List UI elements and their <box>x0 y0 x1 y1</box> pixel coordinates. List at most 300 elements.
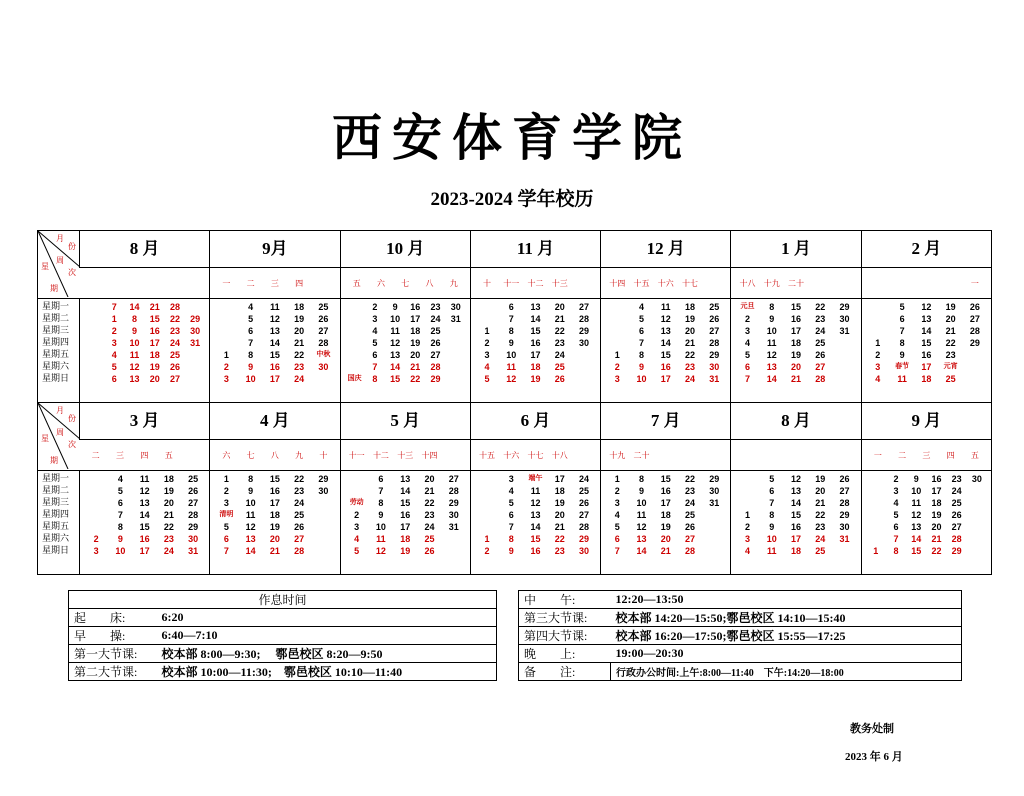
day-cell: 9 <box>899 350 905 360</box>
footer-org: 教务处制 <box>850 723 894 735</box>
day-cell: 24 <box>424 522 435 532</box>
day-cell: 28 <box>685 546 696 556</box>
day-cell: 10 <box>766 326 777 336</box>
day-cell: 7 <box>899 326 905 336</box>
day-cell: 29 <box>188 522 199 532</box>
day-cell: 6 <box>111 374 117 384</box>
day-cell: 20 <box>660 534 671 544</box>
day-cell: 12 <box>506 374 517 384</box>
day-cell: 23 <box>163 534 174 544</box>
day-cell: 30 <box>448 510 459 520</box>
day-cell: 19 <box>294 314 305 324</box>
day-cell: 20 <box>410 350 421 360</box>
day-cell <box>572 361 596 373</box>
day-cell: 7 <box>614 546 620 556</box>
day-cell: 17 <box>149 338 160 348</box>
week-number: 四 <box>295 278 304 288</box>
day-cell <box>311 545 335 557</box>
day-cell: 28 <box>969 326 980 336</box>
week-number: 二十 <box>788 278 805 288</box>
day-cell: 24 <box>685 498 696 508</box>
day-cell: 27 <box>430 350 441 360</box>
day-cell <box>84 313 104 325</box>
day-cell: 14 <box>766 374 777 384</box>
week-number: 二 <box>898 450 907 460</box>
day-cell: 15 <box>791 510 802 520</box>
day-cell: 24 <box>815 534 826 544</box>
day-cell: 7 <box>378 486 384 496</box>
day-cell: 25 <box>815 546 826 556</box>
day-cell: 2 <box>745 314 751 324</box>
week-number: 十九 <box>609 450 626 460</box>
day-cell: 17 <box>921 362 932 372</box>
day-cell: 15 <box>660 474 671 484</box>
page-subtitle: 2023-2024 学年校历 <box>430 189 594 210</box>
day-cell: 23 <box>815 522 826 532</box>
day-cell: 19 <box>163 486 174 496</box>
week-number: 十 <box>482 278 491 288</box>
week-number: 十一 <box>503 278 520 288</box>
day-cell: 10 <box>506 350 517 360</box>
day-cell: 12 <box>269 314 280 324</box>
day-cell: 21 <box>269 546 280 556</box>
day-cell <box>185 301 205 313</box>
day-cell: 28 <box>318 338 329 348</box>
day-cell: 26 <box>424 546 435 556</box>
day-cell: 6 <box>638 326 644 336</box>
week-number: 一 <box>222 278 231 288</box>
month-days-grid <box>731 299 860 385</box>
day-cell: 15 <box>921 338 932 348</box>
day-cell: 23 <box>169 326 180 336</box>
day-cell: 30 <box>709 362 720 372</box>
day-cell: 13 <box>530 510 541 520</box>
day-cell: 16 <box>410 302 421 312</box>
corner-xing: 星 <box>41 262 49 271</box>
day-cell: 24 <box>578 474 589 484</box>
day-cell: 2 <box>484 546 490 556</box>
week-numbers <box>80 440 210 470</box>
day-cell: 18 <box>791 546 802 556</box>
day-cell: 31 <box>450 314 461 324</box>
day-cell: 30 <box>318 486 329 496</box>
day-cell: 30 <box>190 326 201 336</box>
day-cell: 22 <box>424 498 435 508</box>
day-cell: 4 <box>875 374 881 384</box>
day-cell <box>572 373 596 385</box>
day-cell: 18 <box>931 498 942 508</box>
month-name: 3 月 <box>129 411 160 430</box>
month-days-grid <box>471 471 600 557</box>
day-cell: 25 <box>294 510 305 520</box>
day-cell: 31 <box>839 534 850 544</box>
week-number: 九 <box>295 450 304 460</box>
day-cell: 27 <box>448 474 459 484</box>
week-number: 一 <box>873 450 882 460</box>
day-cell: 31 <box>839 326 850 336</box>
day-cell: 8 <box>248 474 254 484</box>
day-cell: 9 <box>508 338 514 348</box>
day-cell: 26 <box>188 486 199 496</box>
day-cell: 6 <box>117 498 123 508</box>
day-cell: 1 <box>223 350 229 360</box>
day-cell: 2 <box>484 338 490 348</box>
day-cell: 10 <box>129 338 140 348</box>
day-cell <box>866 313 890 325</box>
corner-ci: 次 <box>68 268 76 277</box>
day-cell: 7 <box>223 546 229 556</box>
day-cell <box>605 325 629 337</box>
corner-header <box>38 403 80 471</box>
day-cell: 23 <box>430 302 441 312</box>
day-cell <box>866 509 886 521</box>
day-cell <box>311 497 335 509</box>
day-cell: 3 <box>484 350 490 360</box>
day-cell: 13 <box>245 534 256 544</box>
schedule-value: 6:40—7:10 <box>157 627 497 645</box>
month-name: 9月 <box>262 239 288 258</box>
day-cell: 2 <box>614 362 620 372</box>
day-cell: 6 <box>745 362 751 372</box>
day-cell: 30 <box>839 522 850 532</box>
day-cell: 12 <box>245 522 256 532</box>
month-days-grid <box>862 471 991 557</box>
day-cell: 24 <box>554 350 565 360</box>
day-cell: 16 <box>791 314 802 324</box>
day-cell: 11 <box>139 474 150 484</box>
week-number: 六 <box>376 278 385 288</box>
day-cell: 25 <box>188 474 199 484</box>
day-cell <box>735 473 759 485</box>
month-name: 5 月 <box>390 411 421 430</box>
day-cell: 5 <box>893 510 899 520</box>
day-cell <box>185 373 205 385</box>
month-name: 8 月 <box>781 411 811 430</box>
week-numbers <box>731 268 860 298</box>
day-cell: 11 <box>767 338 777 348</box>
day-cell <box>345 325 365 337</box>
day-cell: 元宵 <box>943 363 958 370</box>
day-cell: 18 <box>530 362 541 372</box>
week-number: 十三 <box>397 450 414 460</box>
day-cell: 6 <box>508 510 514 520</box>
day-cell: 2 <box>614 486 620 496</box>
week-number: 八 <box>425 278 434 288</box>
month-name: 10 月 <box>386 239 425 258</box>
day-cell: 28 <box>430 362 441 372</box>
day-cell: 13 <box>660 326 671 336</box>
day-cell: 12 <box>766 350 777 360</box>
day-cell: 7 <box>508 314 514 324</box>
day-cell: 26 <box>294 522 305 532</box>
day-cell: 11 <box>636 510 647 520</box>
week-numbers <box>210 268 339 298</box>
month-name: 11 月 <box>516 239 555 258</box>
day-cell: 31 <box>448 522 459 532</box>
day-cell <box>442 533 466 545</box>
day-cell: 4 <box>484 362 490 372</box>
day-cell: 30 <box>450 302 461 312</box>
day-cell: 22 <box>294 474 305 484</box>
day-cell: 8 <box>117 522 123 532</box>
day-cell: 3 <box>893 486 899 496</box>
day-cell: 14 <box>921 326 932 336</box>
day-cell: 23 <box>294 362 305 372</box>
week-numbers <box>341 268 470 298</box>
day-cell: 6 <box>223 534 229 544</box>
day-cell <box>866 473 886 485</box>
day-cell: 14 <box>269 338 280 348</box>
day-cell: 29 <box>709 350 720 360</box>
day-cell: 16 <box>660 362 671 372</box>
day-cell: 14 <box>129 302 140 312</box>
corner-header <box>38 231 80 299</box>
day-cell: 9 <box>913 474 919 484</box>
day-cell <box>345 301 365 313</box>
day-cell: 28 <box>578 522 589 532</box>
day-cell: 4 <box>893 498 899 508</box>
schedule-value: 校本部 10:00—11:30; 鄠邑校区 10:10—11:40 <box>157 663 497 681</box>
day-cell: 1 <box>745 510 751 520</box>
month-name: 7 月 <box>650 411 681 430</box>
day-cell: 11 <box>506 362 516 372</box>
day-cell <box>475 473 499 485</box>
day-cell: 8 <box>132 314 138 324</box>
day-cell: 4 <box>111 350 117 360</box>
week-numbers <box>471 268 600 298</box>
corner-qi: 期 <box>50 284 58 293</box>
day-cell: 14 <box>660 338 671 348</box>
day-cell: 28 <box>188 510 199 520</box>
day-cell: 15 <box>660 350 671 360</box>
day-cell <box>866 301 890 313</box>
day-cell: 20 <box>791 362 802 372</box>
day-cell: 15 <box>530 534 541 544</box>
day-cell: 7 <box>117 510 123 520</box>
day-cell: 28 <box>578 314 589 324</box>
day-cell: 26 <box>578 498 589 508</box>
week-number: 七 <box>401 278 410 288</box>
day-cell: 5 <box>899 302 905 312</box>
day-cell: 13 <box>530 302 541 312</box>
day-cell: 8 <box>248 350 254 360</box>
day-cell: 4 <box>372 326 378 336</box>
day-cell: 16 <box>400 510 411 520</box>
month-days-grid <box>471 299 600 385</box>
day-cell: 13 <box>139 498 150 508</box>
day-cell: 6 <box>378 474 384 484</box>
week-numbers <box>471 440 600 470</box>
day-cell <box>866 533 886 545</box>
day-cell: 1 <box>875 338 881 348</box>
day-cell: 9 <box>248 486 254 496</box>
day-cell: 5 <box>484 374 490 384</box>
day-cell: 13 <box>400 474 411 484</box>
day-cell: 2 <box>223 362 229 372</box>
corner-fen: 份 <box>68 242 76 251</box>
day-cell: 19 <box>931 510 942 520</box>
day-cell: 2 <box>875 350 881 360</box>
day-cell: 8 <box>899 338 905 348</box>
day-cell: 中秋 <box>316 351 331 358</box>
day-cell: 20 <box>945 314 956 324</box>
day-cell: 8 <box>638 474 644 484</box>
day-cell: 21 <box>554 314 565 324</box>
day-cell: 27 <box>578 302 589 312</box>
day-cell: 29 <box>839 510 850 520</box>
day-cell: 30 <box>709 486 720 496</box>
day-cell <box>345 349 365 361</box>
month-name: 4 月 <box>260 411 290 430</box>
schedule-value: 校本部 16:20—17:50;鄠邑校区 15:55—17:25 <box>611 627 962 645</box>
corner-qi: 期 <box>50 456 58 465</box>
schedule-value: 行政办公时间:上午:8:00—11:40 下午:14:20—18:00 <box>611 663 962 681</box>
day-cell: 17 <box>931 486 942 496</box>
day-cell: 5 <box>354 546 360 556</box>
day-cell <box>345 473 369 485</box>
day-cell: 5 <box>769 474 775 484</box>
schedule-label: 早 操: <box>69 627 157 645</box>
day-cell: 19 <box>269 522 280 532</box>
day-cell: 7 <box>111 302 117 312</box>
day-cell <box>832 373 856 385</box>
day-cell: 18 <box>660 510 671 520</box>
weekday-label: 星期四 <box>42 510 70 520</box>
day-cell: 13 <box>911 522 922 532</box>
day-cell <box>84 337 104 349</box>
week-number: 十四 <box>609 278 626 288</box>
day-cell: 28 <box>448 486 459 496</box>
schedule-label: 第四大节课: <box>519 627 611 645</box>
day-cell: 9 <box>638 362 644 372</box>
day-cell <box>967 497 987 509</box>
day-cell: 23 <box>554 546 565 556</box>
day-cell: 11 <box>129 350 140 360</box>
day-cell: 15 <box>269 474 280 484</box>
day-cell <box>475 301 499 313</box>
day-cell: 28 <box>951 534 962 544</box>
day-cell <box>967 521 987 533</box>
day-cell: 10 <box>245 374 256 384</box>
day-cell: 7 <box>372 362 378 372</box>
day-cell <box>84 485 108 497</box>
day-cell <box>967 533 987 545</box>
day-cell: 17 <box>554 474 565 484</box>
week-numbers <box>862 440 991 470</box>
schedule-header: 作息时间 <box>69 591 497 609</box>
day-cell: 5 <box>638 314 644 324</box>
day-cell <box>84 361 104 373</box>
week-number: 二十 <box>633 450 650 460</box>
day-cell <box>446 349 466 361</box>
day-cell: 1 <box>111 314 117 324</box>
month-name: 9 月 <box>911 411 942 430</box>
day-cell: 19 <box>791 350 802 360</box>
day-cell: 6 <box>248 326 254 336</box>
day-cell: 2 <box>372 302 378 312</box>
day-cell: 22 <box>685 350 696 360</box>
day-cell: 21 <box>945 326 956 336</box>
day-cell: 5 <box>745 350 751 360</box>
day-cell: 31 <box>709 374 720 384</box>
month-days-grid <box>601 299 730 385</box>
day-cell: 2 <box>745 522 751 532</box>
day-cell: 15 <box>911 546 922 556</box>
day-cell: 14 <box>911 534 922 544</box>
day-cell: 7 <box>638 338 644 348</box>
day-cell: 10 <box>766 534 777 544</box>
day-cell: 15 <box>400 498 411 508</box>
day-cell: 12 <box>530 498 541 508</box>
day-cell: 4 <box>638 302 644 312</box>
day-cell: 6 <box>614 534 620 544</box>
day-cell: 21 <box>791 374 802 384</box>
day-cell: 21 <box>294 338 305 348</box>
day-cell: 20 <box>149 374 160 384</box>
day-cell: 18 <box>269 510 280 520</box>
day-cell: 17 <box>269 374 280 384</box>
day-cell: 6 <box>899 314 905 324</box>
day-cell: 8 <box>893 546 899 556</box>
day-cell: 22 <box>169 314 180 324</box>
day-cell: 30 <box>971 474 982 484</box>
day-cell: 19 <box>815 474 826 484</box>
day-cell: 17 <box>791 534 802 544</box>
day-cell: 13 <box>921 314 932 324</box>
corner-month: 月 <box>56 406 64 415</box>
day-cell: 31 <box>709 498 720 508</box>
day-cell: 11 <box>897 374 907 384</box>
day-cell: 23 <box>951 474 962 484</box>
day-cell: 27 <box>578 510 589 520</box>
day-cell: 12 <box>139 486 150 496</box>
day-cell: 28 <box>294 546 305 556</box>
day-cell <box>84 325 104 337</box>
day-cell: 29 <box>951 546 962 556</box>
day-cell: 18 <box>921 374 932 384</box>
day-cell: 20 <box>554 302 565 312</box>
weekday-label: 星期日 <box>42 374 70 384</box>
day-cell: 1 <box>614 350 620 360</box>
day-cell <box>84 373 104 385</box>
day-cell: 10 <box>636 374 647 384</box>
day-cell: 13 <box>791 486 802 496</box>
day-cell: 12 <box>791 474 802 484</box>
day-cell: 劳动 <box>349 499 364 506</box>
day-cell: 28 <box>709 338 720 348</box>
day-cell: 27 <box>294 534 305 544</box>
day-cell: 19 <box>945 302 956 312</box>
day-cell <box>605 301 629 313</box>
day-cell <box>345 361 365 373</box>
day-cell: 24 <box>294 374 305 384</box>
day-cell: 24 <box>685 374 696 384</box>
day-cell: 26 <box>951 510 962 520</box>
month-days-grid <box>601 471 730 557</box>
day-cell: 20 <box>163 498 174 508</box>
day-cell: 14 <box>791 498 802 508</box>
day-cell <box>84 521 108 533</box>
week-number: 二 <box>246 278 255 288</box>
day-cell <box>475 313 499 325</box>
day-cell: 19 <box>554 498 565 508</box>
day-cell: 清明 <box>219 511 234 518</box>
day-cell: 10 <box>375 522 386 532</box>
day-cell: 18 <box>685 302 696 312</box>
weekday-label: 星期三 <box>42 326 70 336</box>
day-cell: 3 <box>223 498 229 508</box>
day-cell: 3 <box>93 546 99 556</box>
